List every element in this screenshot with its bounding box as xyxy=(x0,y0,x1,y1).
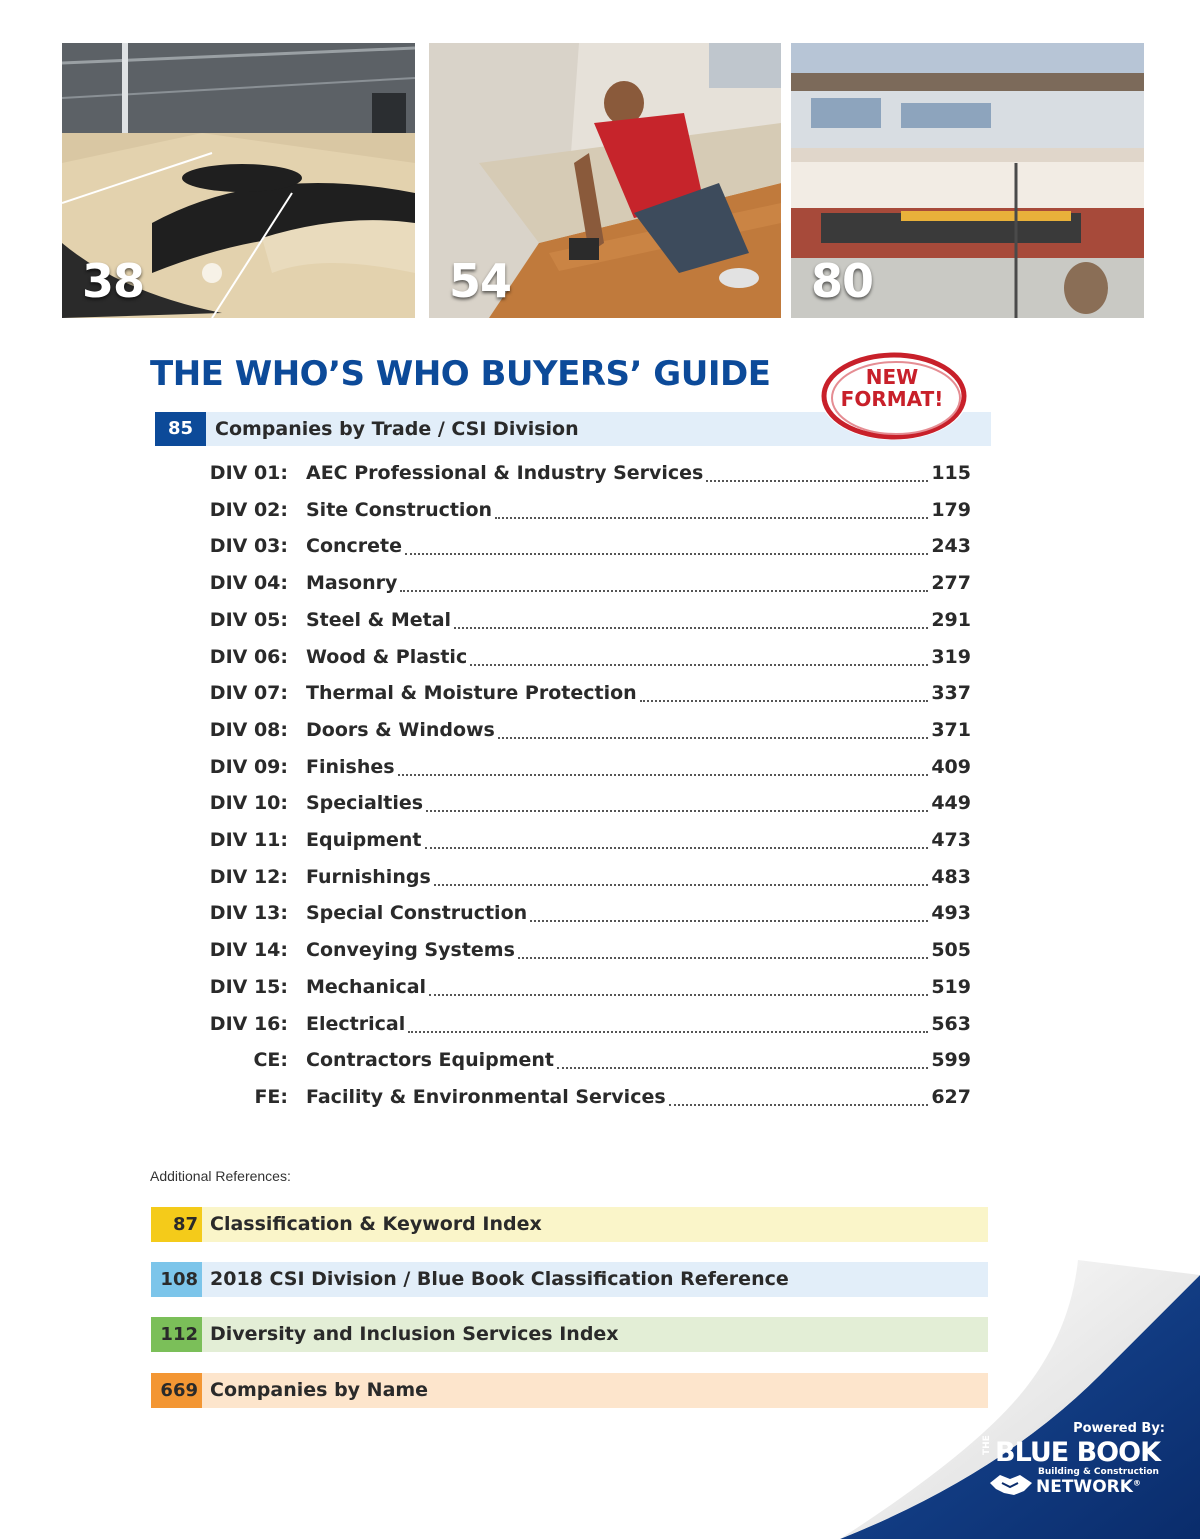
division-entry xyxy=(306,895,971,931)
badge-line-format: FORMAT! xyxy=(840,387,944,411)
division-page-number: 473 xyxy=(931,829,971,851)
division-row[interactable] xyxy=(0,639,1200,675)
ref-page-number: 112 xyxy=(151,1317,202,1352)
division-row[interactable] xyxy=(0,712,1200,748)
division-code: DIV 07: xyxy=(209,682,288,704)
division-name: Concrete xyxy=(306,535,403,557)
logo-blue-book: BLUE BOOK xyxy=(995,1437,1160,1468)
division-row[interactable] xyxy=(0,602,1200,638)
division-code: DIV 14: xyxy=(209,939,288,961)
division-entry xyxy=(306,859,971,895)
division-entry xyxy=(306,1042,971,1078)
dot-leader xyxy=(429,994,928,996)
dot-leader xyxy=(470,664,928,666)
division-entry xyxy=(306,785,971,821)
division-row[interactable] xyxy=(0,565,1200,601)
dot-leader xyxy=(518,957,928,959)
division-page-number: 179 xyxy=(931,499,971,521)
dot-leader xyxy=(408,1031,928,1033)
badge-text xyxy=(816,366,968,410)
logo-registered-mark: ® xyxy=(1132,1478,1141,1488)
division-page-number: 483 xyxy=(931,866,971,888)
division-code: DIV 12: xyxy=(209,866,288,888)
division-code: FE: xyxy=(254,1086,288,1108)
division-page-number: 371 xyxy=(931,719,971,741)
ref-label: Classification & Keyword Index xyxy=(210,1213,542,1235)
division-row[interactable] xyxy=(0,822,1200,858)
division-name: Specialties xyxy=(306,792,424,814)
division-row[interactable] xyxy=(0,528,1200,564)
photo-storefront[interactable] xyxy=(791,43,1144,318)
powered-by-label: Powered By: xyxy=(1073,1421,1165,1436)
division-code: DIV 04: xyxy=(209,572,288,594)
division-code: DIV 16: xyxy=(209,1013,288,1035)
division-row[interactable] xyxy=(0,1006,1200,1042)
ref-page-number: 108 xyxy=(151,1262,202,1297)
dot-leader xyxy=(454,627,928,629)
division-name: Wood & Plastic xyxy=(306,646,468,668)
division-name: Mechanical xyxy=(306,976,427,998)
division-name: Equipment xyxy=(306,829,422,851)
division-row[interactable] xyxy=(0,749,1200,785)
division-code: DIV 15: xyxy=(209,976,288,998)
division-entry xyxy=(306,528,971,564)
photo-page-number: 80 xyxy=(811,254,874,308)
division-entry xyxy=(306,1006,971,1042)
ref-label: Companies by Name xyxy=(210,1379,429,1401)
division-row[interactable] xyxy=(0,785,1200,821)
division-row[interactable] xyxy=(0,969,1200,1005)
division-name: Special Construction xyxy=(306,902,528,924)
division-name: AEC Professional & Industry Services xyxy=(306,462,704,484)
division-entry xyxy=(306,602,971,638)
division-entry xyxy=(306,455,971,491)
dot-leader xyxy=(557,1067,928,1069)
division-code: DIV 06: xyxy=(209,646,288,668)
dot-leader xyxy=(425,847,929,849)
division-name: Steel & Metal xyxy=(306,609,452,631)
division-code: DIV 05: xyxy=(209,609,288,631)
division-name: Site Construction xyxy=(306,499,493,521)
photo-flooring-installer[interactable] xyxy=(429,43,781,318)
division-name: Furnishings xyxy=(306,866,431,888)
dot-leader xyxy=(640,700,929,702)
division-code: DIV 09: xyxy=(209,756,288,778)
dot-leader xyxy=(426,810,928,812)
division-entry xyxy=(306,712,971,748)
ref-page-number: 669 xyxy=(151,1373,202,1408)
ref-page-number: 87 xyxy=(151,1207,202,1242)
dot-leader xyxy=(498,737,928,739)
division-code: CE: xyxy=(253,1049,288,1071)
dot-leader xyxy=(400,590,928,592)
dot-leader xyxy=(669,1104,929,1106)
photo-page-number: 38 xyxy=(82,254,145,308)
division-row[interactable] xyxy=(0,895,1200,931)
section-label: Companies by Trade / CSI Division xyxy=(215,418,579,440)
division-entry xyxy=(306,969,971,1005)
division-entry xyxy=(306,565,971,601)
division-page-number: 493 xyxy=(931,902,971,924)
division-page-number: 519 xyxy=(931,976,971,998)
division-entry xyxy=(306,1079,971,1115)
dot-leader xyxy=(530,920,928,922)
division-name: Facility & Environmental Services xyxy=(306,1086,666,1108)
division-page-number: 277 xyxy=(931,572,971,594)
dot-leader xyxy=(434,884,929,886)
division-page-number: 449 xyxy=(931,792,971,814)
guide-title: THE WHO’S WHO BUYERS’ GUIDE xyxy=(150,354,771,394)
division-row[interactable] xyxy=(0,455,1200,491)
division-row[interactable] xyxy=(0,859,1200,895)
division-code: DIV 11: xyxy=(209,829,288,851)
division-page-number: 409 xyxy=(931,756,971,778)
logo-subtitle: Building & Construction xyxy=(1038,1467,1159,1477)
logo-network-text: NETWORK xyxy=(1036,1477,1133,1497)
new-format-badge xyxy=(816,346,976,446)
division-entry xyxy=(306,639,971,675)
division-code: DIV 02: xyxy=(209,499,288,521)
dot-leader xyxy=(405,553,928,555)
division-name: Finishes xyxy=(306,756,395,778)
division-name: Thermal & Moisture Protection xyxy=(306,682,637,704)
division-row[interactable] xyxy=(0,1042,1200,1078)
ref-label: 2018 CSI Division / Blue Book Classification Reference xyxy=(210,1268,789,1290)
dot-leader xyxy=(706,480,928,482)
division-code: DIV 08: xyxy=(209,719,288,741)
dot-leader xyxy=(495,517,928,519)
logo-the: THE xyxy=(982,1435,992,1455)
division-code: DIV 10: xyxy=(209,792,288,814)
division-row[interactable] xyxy=(0,932,1200,968)
division-page-number: 291 xyxy=(931,609,971,631)
division-name: Doors & Windows xyxy=(306,719,495,741)
division-page-number: 319 xyxy=(931,646,971,668)
photo-gym-floor[interactable] xyxy=(62,43,415,318)
additional-references-label: Additional References: xyxy=(150,1168,291,1184)
division-row[interactable] xyxy=(0,492,1200,528)
ref-label: Diversity and Inclusion Services Index xyxy=(210,1323,619,1345)
division-code: DIV 03: xyxy=(209,535,288,557)
photo-page-number: 54 xyxy=(449,254,512,308)
division-row[interactable] xyxy=(0,675,1200,711)
division-page-number: 243 xyxy=(931,535,971,557)
division-name: Contractors Equipment xyxy=(306,1049,555,1071)
division-name: Masonry xyxy=(306,572,398,594)
division-row[interactable] xyxy=(0,1079,1200,1115)
division-entry xyxy=(306,492,971,528)
division-page-number: 599 xyxy=(931,1049,971,1071)
division-page-number: 115 xyxy=(931,462,971,484)
section-page-number: 85 xyxy=(155,412,206,446)
division-page-number: 563 xyxy=(931,1013,971,1035)
division-name: Electrical xyxy=(306,1013,406,1035)
division-code: DIV 13: xyxy=(209,902,288,924)
division-page-number: 337 xyxy=(931,682,971,704)
division-entry xyxy=(306,932,971,968)
badge-line-new: NEW xyxy=(865,365,919,389)
division-page-number: 505 xyxy=(931,939,971,961)
handshake-icon xyxy=(988,1469,1034,1499)
division-name: Conveying Systems xyxy=(306,939,515,961)
division-entry xyxy=(306,822,971,858)
dot-leader xyxy=(398,774,929,776)
division-entry xyxy=(306,749,971,785)
division-entry xyxy=(306,675,971,711)
division-page-number: 627 xyxy=(931,1086,971,1108)
division-code: DIV 01: xyxy=(209,462,288,484)
ref-classification-keyword-index[interactable] xyxy=(151,1207,988,1242)
logo-network xyxy=(1036,1477,1141,1497)
